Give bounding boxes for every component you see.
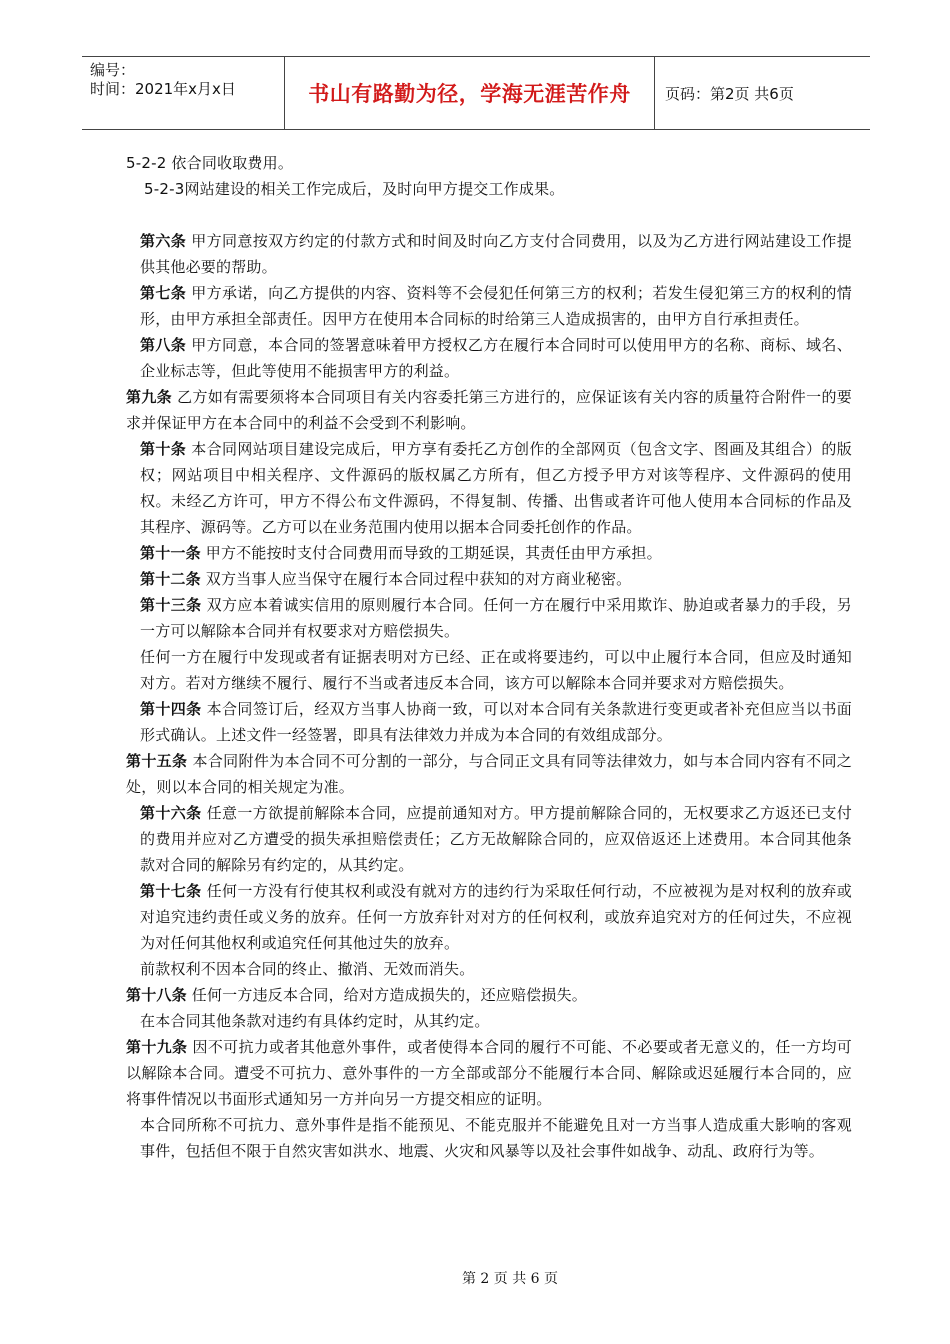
page-footer: 第 2 页 共 6 页 xyxy=(461,1271,559,1287)
page-header xyxy=(82,56,870,130)
article-17-paragraph-2: 前款权利不因本合同的终止、撤消、无效而消失。 xyxy=(140,960,475,978)
article-12: 第十二条 双方当事人应当保守在履行本合同过程中获知的对方商业秘密。 xyxy=(140,570,632,588)
article-18-paragraph-2: 在本合同其他条款对违约有具体约定时，从其约定。 xyxy=(140,1012,490,1030)
article-17: 第十七条 任何一方没有行使其权利或没有就对方的违约行为采取任何行动，不应被视为是对权利的放弃或对追究违约责任或义务的放弃。任何一方放弃针对对方的任何权利，或放弃追究对方的任何过失，不应视为对任何其他权利或追究任何其他过失的放弃。 xyxy=(140,882,852,952)
clause-5-2-3: 5-2-3网站建设的相关工作完成后，及时向甲方提交工作成果。 xyxy=(144,180,565,198)
article-14: 第十四条 本合同签订后，经双方当事人协商一致，可以对本合同有关条款进行变更或者补充但应当以书面形式确认。上述文件一经签署，即具有法律效力并成为本合同的有效组成部分。 xyxy=(140,700,852,744)
article-7: 第七条 甲方承诺，向乙方提供的内容、资料等不会侵犯任何第三方的权利；若发生侵犯第三方的权利的情形，由甲方承担全部责任。因甲方在使用本合同标的时给第三人造成损害的，由甲方自行承担责任。 xyxy=(140,284,853,328)
article-6: 第六条 甲方同意按双方约定的付款方式和时间及时向乙方支付合同费用，以及为乙方进行网站建设工作提供其他必要的帮助。 xyxy=(140,232,853,276)
header-page-label: 页码：第2页 共6页 xyxy=(665,84,794,103)
article-18: 第十八条 任何一方违反本合同，给对方造成损失的，还应赔偿损失。 xyxy=(126,986,587,1004)
article-19: 第十九条 因不可抗力或者其他意外事件，或者使得本合同的履行不可能、不必要或者无意义的，任一方均可以解除本合同。遭受不可抗力、意外事件的一方全部或部分不能履行本合同、解除或迟延履行本合同的，应将事件情况以书面形式通知另一方并向另一方提交相应的证明。 xyxy=(126,1038,852,1108)
document-time-label: 时间：2021年x月x日 xyxy=(90,80,236,98)
article-13: 第十三条 双方应本着诚实信用的原则履行本合同。任何一方在履行中采用欺诈、胁迫或者暴力的手段，另一方可以解除本合同并有权要求对方赔偿损失。 xyxy=(140,596,852,640)
article-13-paragraph-2: 任何一方在履行中发现或者有证据表明对方已经、正在或将要违约，可以中止履行本合同，但应及时通知对方。若对方继续不履行、履行不当或者违反本合同，该方可以解除本合同并要求对方赔偿损失。 xyxy=(140,648,852,692)
article-11: 第十一条 甲方不能按时支付合同费用而导致的工期延误，其责任由甲方承担。 xyxy=(140,544,662,562)
article-8: 第八条 甲方同意，本合同的签署意味着甲方授权乙方在履行本合同时可以使用甲方的名称、商标、域名、企业标志等，但此等使用不能损害甲方的利益。 xyxy=(140,336,853,380)
article-15: 第十五条 本合同附件为本合同不可分割的一部分，与合同正文具有同等法律效力，如与本合同内容有不同之处，则以本合同的相关规定为准。 xyxy=(126,752,852,796)
clause-5-2-2: 5-2-2 依合同收取费用。 xyxy=(126,154,294,172)
header-motto: 书山有路勤为径，学海无涯苦作舟 xyxy=(285,57,655,129)
document-number-label: 编号： xyxy=(90,61,136,79)
document-body xyxy=(112,150,852,1164)
header-info-cell xyxy=(82,57,285,129)
article-9: 第九条 乙方如有需要须将本合同项目有关内容委托第三方进行的，应保证该有关内容的质量符合附件一的要求并保证甲方在本合同中的利益不会受到不利影响。 xyxy=(126,388,852,432)
article-10: 第十条 本合同网站项目建设完成后，甲方享有委托乙方创作的全部网页（包含文字、图画及其组合）的版权；网站项目中相关程序、文件源码的版权属乙方所有，但乙方授予甲方对该等程序、文件源码的使用权。未经乙方许可，甲方不得公布文件源码，不得复制、传播、出售或者许可他人使用本合同标的作品及其程序、源码等。乙方可以在业务范围内使用以据本合同委托创作的作品。 xyxy=(140,440,853,536)
article-19-paragraph-2: 本合同所称不可抗力、意外事件是指不能预见、不能克服并不能避免且对一方当事人造成重大影响的客观事件，包括但不限于自然灾害如洪水、地震、火灾和风暴等以及社会事件如战争、动乱、政府行为等。 xyxy=(140,1116,852,1160)
article-16: 第十六条 任意一方欲提前解除本合同，应提前通知对方。甲方提前解除合同的，无权要求乙方返还已支付的费用并应对乙方遭受的损失承担赔偿责任；乙方无故解除合同的，应双倍返还上述费用。本合同其他条款对合同的解除另有约定的，从其约定。 xyxy=(140,804,852,874)
